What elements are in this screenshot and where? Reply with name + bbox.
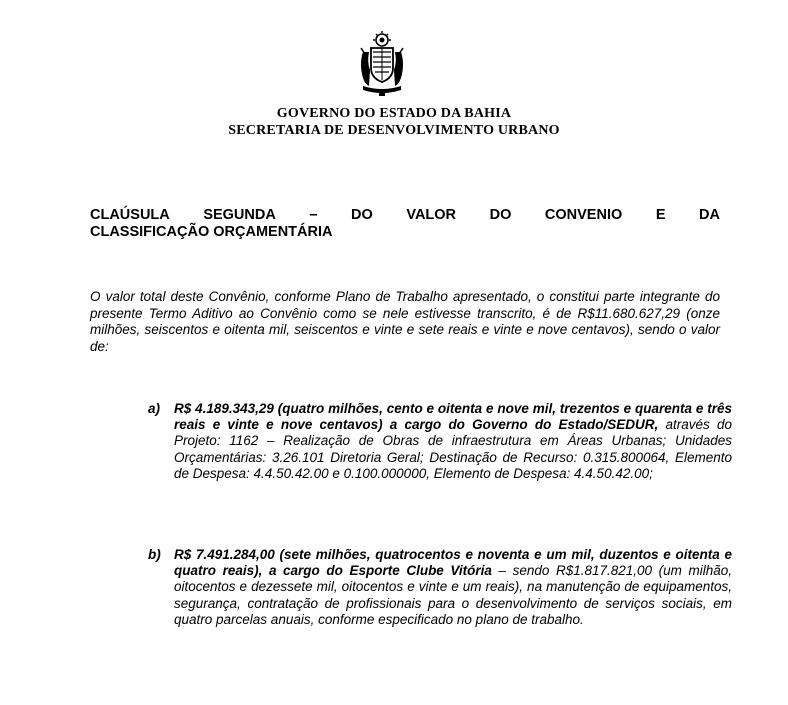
list-item-content [174,547,732,628]
clause-word: VALOR [406,207,457,223]
intro-paragraph: O valor total deste Convênio, conforme Plano de Trabalho apresentado, o constitui parte integrante do presente Termo Aditivo ao Convênio como se nele estivesse transcrito, é de R$11.680.627,29 (onze milhões, seiscentos e oitenta mil, seiscentos e vinte e sete reais e vinte e nove centavos), sendo o valor de: [90,289,720,354]
clause-word: CONVENIO [544,207,623,223]
clause-word: DO [489,207,512,223]
clause-word: SEGUNDA [203,207,276,223]
clause-word: DO [351,207,373,223]
clause-heading [90,207,720,241]
clause-heading-line-2: CLASSIFICAÇÃO ORÇAMENTÁRIA [90,224,333,240]
list-item-content [174,401,732,482]
clause-word: – [309,207,318,223]
header-government: GOVERNO DO ESTADO DA BAHIA [276,106,512,121]
list-item [148,547,732,628]
header-secretariat: SECRETARIA DE DESENVOLVIMENTO URBANO [228,123,560,138]
list-item-amount: R$ 4.189.343,29 (quatro milhões, cento e oitenta e nove mil, trezentos e quarenta e três reais e vinte e nove centavos) a cargo do Governo do Estado/SEDUR, [174,401,732,433]
bahia-coat-of-arms-icon [355,30,409,100]
list-item [148,401,732,482]
list-item-detail: através do Projeto: 1162 – Realização de Obras de infraestrutura em Áreas Urbanas; Unidades Orçamentárias: 3.26.101 Diretoria Geral; Destinação de Recurso: 0.315.800064, Elemento de Despesa: 4.4.50.42.00 e 0.100.000000, Elemento de Despesa: 4.4.50.42.00; [174,417,732,481]
list-item-marker: a) [148,401,161,416]
list-item-detail: – sendo R$1.817.821,00 (um milhão, oitocentos e dezessete mil, oitocentos e vinte e um reais), na manutenção de equipamentos, segurança, contratação de profissionais para o desenvolvimento de serviços sociais, em quatro parcelas anuais, conforme especificado no plano de trabalho. [174,563,732,627]
clause-word: E [655,207,666,223]
list-item-marker: b) [148,547,161,562]
clause-word: CLAÚSULA [90,207,170,223]
list-item-amount: R$ 7.491.284,00 (sete milhões, quatrocentos e noventa e um mil, duzentos e oitenta e quatro reais), a cargo do Esporte Clube Vitória [174,547,732,579]
clause-heading-line-1 [90,207,720,224]
clause-word: DA [699,207,720,223]
